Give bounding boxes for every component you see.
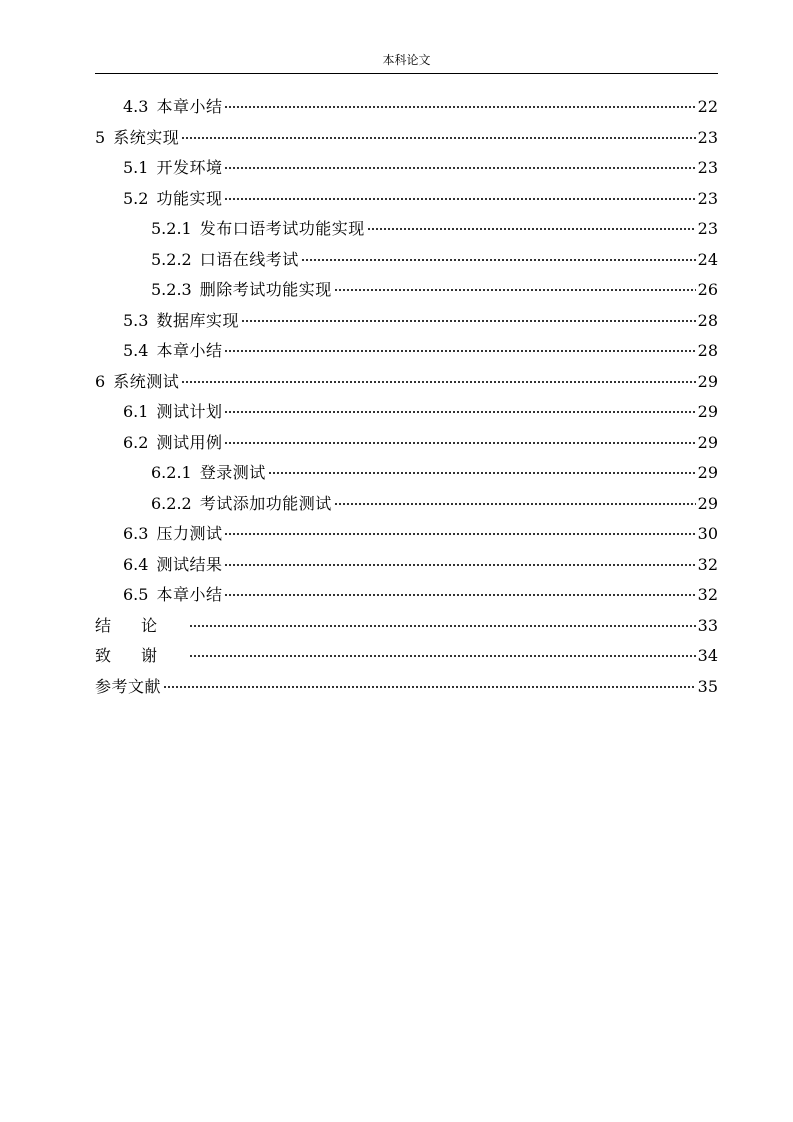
toc-page-number: 28 (697, 341, 718, 360)
toc-label (123, 184, 222, 215)
toc-entry-5-3[interactable] (95, 306, 718, 337)
toc-entry-acknowledgements[interactable] (95, 641, 718, 672)
toc-title: 本章小结 (156, 97, 223, 116)
toc-leader-dots (224, 404, 695, 414)
toc-leader-dots (224, 526, 695, 536)
toc-label (95, 672, 161, 703)
toc-number: 6.2.1 (151, 463, 192, 482)
toc-page-number: 35 (697, 676, 718, 696)
toc-page-number: 23 (697, 127, 718, 147)
toc-leader-dots (224, 191, 695, 201)
toc-label (95, 123, 179, 154)
toc-title: 测试用例 (156, 432, 223, 452)
toc-number: 6.2 (123, 432, 149, 452)
page-header: 本科论文 (382, 53, 431, 67)
toc-entry-4-3[interactable] (95, 92, 718, 123)
toc-title: 系统实现 (113, 127, 180, 147)
toc-leader-dots (224, 557, 695, 567)
toc-leader-dots (268, 465, 696, 475)
toc-title: 登录测试 (199, 463, 266, 482)
toc-leader-dots (334, 282, 696, 292)
toc-label (95, 367, 179, 398)
toc-label (151, 489, 332, 520)
toc-leader-dots (189, 618, 696, 628)
toc-number: 5.1 (123, 158, 149, 177)
toc-title: 发布口语考试功能实现 (199, 219, 365, 238)
toc-title: 结论 (95, 615, 188, 635)
toc-leader-dots (189, 648, 696, 658)
toc-label (123, 306, 239, 337)
toc-entry-5-2-3[interactable] (95, 275, 718, 306)
toc-title: 功能实现 (156, 188, 223, 208)
toc-page-number: 33 (697, 615, 718, 635)
toc-label (123, 580, 222, 611)
toc-page-number: 29 (697, 371, 718, 391)
toc-page-number: 32 (697, 554, 718, 574)
toc-label (95, 611, 187, 642)
toc-title: 测试计划 (156, 402, 223, 421)
toc-title: 本章小结 (156, 585, 223, 604)
toc-number: 6.2.2 (151, 493, 192, 513)
toc-number: 5.2.2 (151, 249, 192, 269)
toc-number: 6.1 (123, 402, 149, 421)
toc-entry-5-1[interactable] (95, 153, 718, 184)
toc-leader-dots (181, 130, 695, 140)
header-rule (95, 73, 718, 74)
toc-page-number: 29 (697, 432, 718, 452)
toc-entry-6-1[interactable] (95, 397, 718, 428)
toc-page-number: 30 (697, 524, 718, 543)
toc-page-number: 29 (697, 463, 718, 482)
toc-entry-conclusion[interactable] (95, 611, 718, 642)
table-of-contents (95, 92, 718, 702)
toc-leader-dots (367, 221, 696, 231)
toc-title: 考试添加功能测试 (199, 493, 332, 513)
toc-leader-dots (224, 343, 695, 353)
toc-title: 删除考试功能实现 (199, 280, 332, 299)
toc-label (151, 245, 299, 276)
toc-entry-6-2-1[interactable] (95, 458, 718, 489)
toc-number: 5.2 (123, 188, 149, 208)
toc-title: 系统测试 (113, 371, 180, 391)
toc-leader-dots (163, 679, 696, 689)
toc-title: 开发环境 (156, 158, 223, 177)
toc-number: 6.5 (123, 585, 149, 604)
toc-entry-5-2[interactable] (95, 184, 718, 215)
toc-page-number: 28 (697, 310, 718, 330)
toc-label (151, 214, 365, 245)
toc-number: 5.2.3 (151, 280, 192, 299)
toc-entry-5[interactable] (95, 123, 718, 154)
toc-entry-5-2-2[interactable] (95, 245, 718, 276)
toc-title: 参考文献 (95, 676, 162, 696)
toc-entry-6-3[interactable] (95, 519, 718, 550)
toc-label (151, 458, 266, 489)
toc-leader-dots (241, 313, 696, 323)
toc-page-number: 24 (697, 249, 718, 269)
toc-entry-6-5[interactable] (95, 580, 718, 611)
toc-title: 测试结果 (156, 554, 223, 574)
toc-title: 致谢 (95, 646, 188, 665)
toc-entry-6[interactable] (95, 367, 718, 398)
toc-number: 4.3 (123, 97, 149, 116)
toc-page-number: 34 (697, 646, 718, 665)
toc-label (123, 519, 222, 550)
toc-number: 5.2.1 (151, 219, 192, 238)
toc-page-number: 22 (697, 97, 718, 116)
toc-leader-dots (181, 374, 695, 384)
toc-title: 数据库实现 (156, 310, 239, 330)
toc-page-number: 32 (697, 585, 718, 604)
toc-label (123, 153, 222, 184)
toc-number: 6 (95, 371, 106, 391)
toc-page-number: 29 (697, 402, 718, 421)
toc-number: 5.4 (123, 341, 149, 360)
toc-label (95, 641, 187, 672)
toc-number: 5.3 (123, 310, 149, 330)
toc-page-number: 29 (697, 493, 718, 513)
toc-entry-5-4[interactable] (95, 336, 718, 367)
toc-number: 6.3 (123, 524, 149, 543)
toc-title: 口语在线考试 (199, 249, 299, 269)
toc-label (123, 336, 222, 367)
toc-page-number: 23 (697, 158, 718, 177)
toc-title: 本章小结 (156, 341, 223, 360)
toc-label (151, 275, 332, 306)
toc-label (123, 428, 222, 459)
toc-leader-dots (224, 160, 695, 170)
toc-page-number: 23 (697, 188, 718, 208)
toc-leader-dots (224, 587, 695, 597)
toc-label (123, 550, 222, 581)
toc-entry-6-2[interactable] (95, 428, 718, 459)
toc-number: 5 (95, 127, 106, 147)
toc-label (123, 397, 222, 428)
toc-entry-6-2-2[interactable] (95, 489, 718, 520)
toc-number: 6.4 (123, 554, 149, 574)
toc-title: 压力测试 (156, 524, 223, 543)
toc-entry-references[interactable] (95, 672, 718, 703)
toc-leader-dots (224, 435, 695, 445)
toc-leader-dots (334, 496, 696, 506)
toc-page-number: 23 (697, 219, 718, 238)
toc-label (123, 92, 222, 123)
toc-leader-dots (224, 99, 695, 109)
toc-entry-5-2-1[interactable] (95, 214, 718, 245)
toc-leader-dots (301, 252, 696, 262)
toc-page-number: 26 (697, 280, 718, 299)
toc-entry-6-4[interactable] (95, 550, 718, 581)
